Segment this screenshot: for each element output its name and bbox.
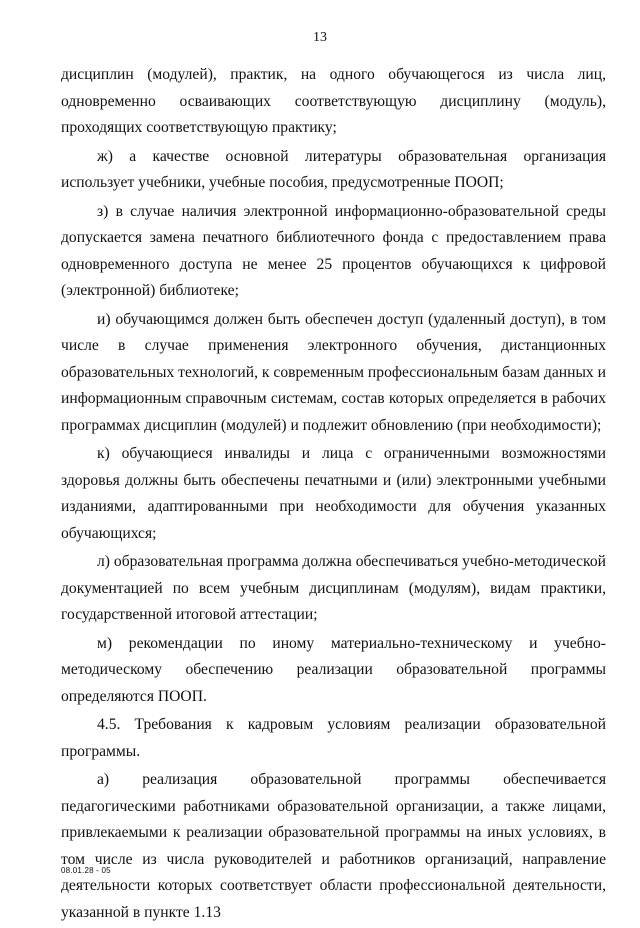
paragraph-item-a: а) реализация образовательной программы обеспечивается педагогическими работниками образовательной организации, а также лицами, привлекаемыми к реализации образовательной программы на иных условиях, в том числе из числа руководителей и работников организаций, направление деятельности которых соответствует области профессиональной деятельности, указанной в пункте 1.13 [61, 771, 606, 921]
footer-document-code: 08.01.28 - 05 [61, 866, 111, 875]
paragraph-continuation: дисциплин (модулей), практик, на одного обучающегося из числа лиц, одновременно осваивающих соответствующую дисциплину (модуль), проходящих соответствующую практику; [61, 66, 606, 136]
section-heading-4-5: 4.5. Требования к кадровым условиям реализации образовательной программы. [61, 716, 606, 760]
paragraph-item-i: и) обучающимся должен быть обеспечен доступ (удаленный доступ), в том числе в случае применения электронного обучения, дистанционных образовательных технологий, к современным профессиональным базам данных и информационным справочным системам, состав которых определяется в рабочих программах дисциплин (модулей) и подлежит обновлению (при необходимости); [61, 310, 606, 434]
paragraph-item-z: з) в случае наличия электронной информационно-образовательной среды допускается замена печатного библиотечного фонда с предоставлением права одновременного доступа не менее 25 процентов обучающихся к цифровой (электронной) библиотеке; [61, 202, 606, 299]
paragraph-item-m: м) рекомендации по иному материально-техническому и учебно-методическому обеспечению реализации образовательной программы определяются ПООП. [61, 634, 606, 705]
document-body [61, 62, 606, 928]
paragraph-item-l: л) образовательная программа должна обеспечиваться учебно-методической документацией по всем учебным дисциплинам (модулям), видам практики, государственной итоговой аттестации; [61, 553, 606, 623]
paragraph-item-zh: ж) а качестве основной литературы образовательная организация использует учебники, учебные пособия, предусмотренные ПООП; [61, 147, 606, 191]
page-number: 13 [313, 30, 327, 45]
paragraph-item-k: к) обучающиеся инвалиды и лица с ограниченными возможностями здоровья должны быть обеспечены печатными и (или) электронными учебными изданиями, адаптированными при необходимости для обучения указанных обучающихся; [61, 445, 606, 542]
